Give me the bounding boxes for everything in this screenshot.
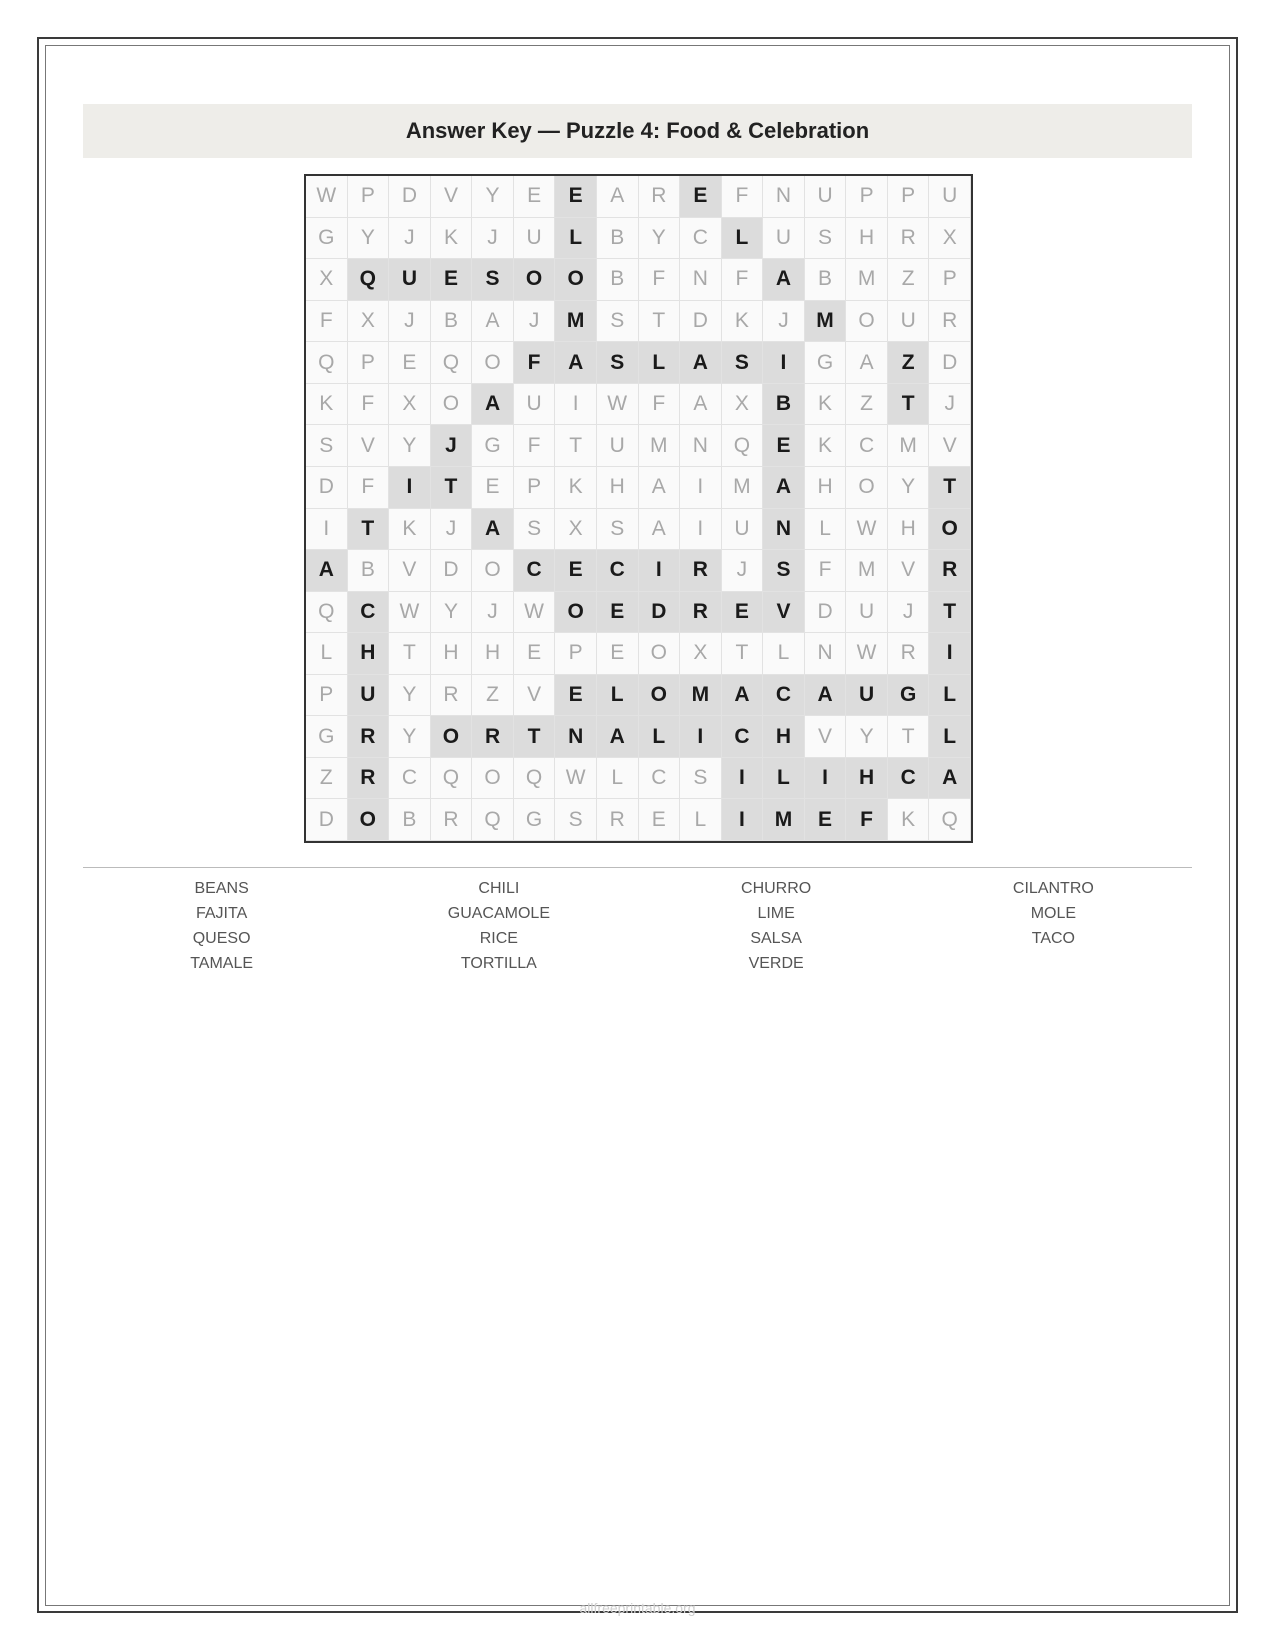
grid-cell: I <box>763 342 805 384</box>
grid-cell: U <box>389 259 431 301</box>
grid-cell: K <box>555 467 597 509</box>
grid-cell: E <box>597 592 639 634</box>
grid-cell: H <box>348 633 390 675</box>
grid-cell: L <box>763 633 805 675</box>
grid-cell: D <box>306 799 348 841</box>
grid-cell: F <box>514 425 556 467</box>
grid-cell: L <box>639 716 681 758</box>
grid-cell: Q <box>472 799 514 841</box>
grid-cell: B <box>389 799 431 841</box>
grid-cell: T <box>431 467 473 509</box>
grid-cell: L <box>763 758 805 800</box>
grid-cell: T <box>929 592 971 634</box>
grid-cell: O <box>639 633 681 675</box>
grid-cell: R <box>929 301 971 343</box>
grid-cell: V <box>929 425 971 467</box>
grid-cell: F <box>722 259 764 301</box>
grid-cell: L <box>805 509 847 551</box>
word-list-item: MOLE <box>1030 905 1077 922</box>
grid-cell: I <box>929 633 971 675</box>
grid-cell: S <box>597 301 639 343</box>
grid-cell: P <box>348 342 390 384</box>
grid-cell: R <box>929 550 971 592</box>
word-list-item: BEANS <box>194 880 249 897</box>
grid-cell: O <box>472 342 514 384</box>
word-list-item: CHILI <box>478 880 520 897</box>
grid-cell: E <box>514 633 556 675</box>
word-list-item: TACO <box>1031 930 1075 947</box>
grid-cell: U <box>722 509 764 551</box>
grid-cell: O <box>431 384 473 426</box>
grid-cell: X <box>555 509 597 551</box>
grid-cell: L <box>639 342 681 384</box>
grid-cell: S <box>680 758 722 800</box>
grid-cell: L <box>597 675 639 717</box>
grid-cell: O <box>639 675 681 717</box>
grid-cell: A <box>472 301 514 343</box>
grid-cell: T <box>389 633 431 675</box>
grid-cell: O <box>555 259 597 301</box>
grid-cell: N <box>763 509 805 551</box>
grid-cell: Q <box>348 259 390 301</box>
grid-cell: C <box>680 218 722 260</box>
grid-cell: K <box>306 384 348 426</box>
grid-cell: Z <box>306 758 348 800</box>
grid-cell: A <box>805 675 847 717</box>
word-list-item: CHURRO <box>741 880 812 897</box>
grid-cell: C <box>888 758 930 800</box>
grid-cell: I <box>680 716 722 758</box>
grid-cell: F <box>722 176 764 218</box>
grid-cell: L <box>597 758 639 800</box>
grid-cell: K <box>805 384 847 426</box>
grid-cell: F <box>348 384 390 426</box>
grid-cell: E <box>514 176 556 218</box>
grid-cell: A <box>680 384 722 426</box>
grid-cell: Y <box>888 467 930 509</box>
grid-cell: G <box>472 425 514 467</box>
grid-cell: S <box>514 509 556 551</box>
grid-cell: S <box>555 799 597 841</box>
grid-cell: L <box>680 799 722 841</box>
grid-cell: D <box>929 342 971 384</box>
grid-cell: I <box>805 758 847 800</box>
grid-cell: J <box>389 301 431 343</box>
grid-cell: Y <box>431 592 473 634</box>
grid-cell: A <box>555 342 597 384</box>
grid-cell: J <box>389 218 431 260</box>
footer-watermark: allfreeprintable.org <box>579 1600 696 1616</box>
grid-cell: R <box>888 633 930 675</box>
grid-cell: P <box>348 176 390 218</box>
grid-cell: E <box>555 675 597 717</box>
grid-cell: D <box>639 592 681 634</box>
grid-cell: Y <box>846 716 888 758</box>
grid-cell: K <box>431 218 473 260</box>
grid-cell: Q <box>306 592 348 634</box>
grid-cell: F <box>639 384 681 426</box>
grid-cell: H <box>431 633 473 675</box>
grid-cell: N <box>763 176 805 218</box>
grid-cell: T <box>888 384 930 426</box>
grid-cell: V <box>431 176 473 218</box>
grid-cell: C <box>846 425 888 467</box>
grid-cell: Q <box>514 758 556 800</box>
grid-cell: R <box>888 218 930 260</box>
grid-cell: Y <box>639 218 681 260</box>
grid-cell: N <box>555 716 597 758</box>
grid-cell: A <box>639 509 681 551</box>
grid-cell: A <box>472 509 514 551</box>
grid-cell: A <box>929 758 971 800</box>
grid-cell: X <box>680 633 722 675</box>
grid-cell: C <box>763 675 805 717</box>
grid-cell: F <box>639 259 681 301</box>
grid-cell: U <box>888 301 930 343</box>
grid-cell: Q <box>431 758 473 800</box>
grid-cell: L <box>929 716 971 758</box>
grid-cell: X <box>929 218 971 260</box>
grid-cell: U <box>846 592 888 634</box>
grid-cell: V <box>348 425 390 467</box>
grid-cell: H <box>846 758 888 800</box>
grid-cell: L <box>555 218 597 260</box>
grid-cell: W <box>597 384 639 426</box>
grid-cell: Z <box>472 675 514 717</box>
grid-cell: O <box>929 509 971 551</box>
grid-cell: B <box>431 301 473 343</box>
grid-cell: Q <box>431 342 473 384</box>
grid-cell: L <box>306 633 348 675</box>
word-list-item: RICE <box>479 930 518 947</box>
grid-cell: N <box>680 259 722 301</box>
grid-cell: H <box>805 467 847 509</box>
grid-cell: M <box>639 425 681 467</box>
grid-cell: Z <box>888 259 930 301</box>
grid-cell: K <box>722 301 764 343</box>
grid-cell: I <box>306 509 348 551</box>
grid-cell: R <box>348 716 390 758</box>
grid-cell: S <box>597 342 639 384</box>
grid-cell: T <box>555 425 597 467</box>
grid-cell: E <box>763 425 805 467</box>
grid-cell: H <box>597 467 639 509</box>
grid-cell: G <box>306 716 348 758</box>
grid-cell: F <box>846 799 888 841</box>
grid-cell: X <box>348 301 390 343</box>
page-title: Answer Key — Puzzle 4: Food & Celebration <box>405 118 870 143</box>
grid-cell: Y <box>389 675 431 717</box>
grid-cell: V <box>389 550 431 592</box>
grid-cell: A <box>306 550 348 592</box>
grid-cell: U <box>597 425 639 467</box>
grid-cell: U <box>805 176 847 218</box>
grid-cell: R <box>472 716 514 758</box>
grid-cell: E <box>431 259 473 301</box>
grid-cell: R <box>597 799 639 841</box>
grid-cell: H <box>888 509 930 551</box>
grid-cell: F <box>306 301 348 343</box>
grid-cell: I <box>722 758 764 800</box>
grid-cell: S <box>722 342 764 384</box>
grid-cell: Z <box>888 342 930 384</box>
grid-cell: W <box>846 633 888 675</box>
grid-cell: H <box>763 716 805 758</box>
grid-cell: U <box>514 218 556 260</box>
grid-cell: V <box>888 550 930 592</box>
grid-cell: A <box>472 384 514 426</box>
title-bar <box>83 104 1192 158</box>
grid-cell: T <box>929 467 971 509</box>
grid-cell: X <box>389 384 431 426</box>
grid-cell: C <box>348 592 390 634</box>
grid-cell: D <box>431 550 473 592</box>
grid-cell: E <box>389 342 431 384</box>
grid-cell: Y <box>348 218 390 260</box>
grid-cell: Q <box>722 425 764 467</box>
grid-cell: V <box>763 592 805 634</box>
grid-cell: G <box>306 218 348 260</box>
grid-cell: T <box>639 301 681 343</box>
grid-cell: M <box>722 467 764 509</box>
grid-cell: S <box>805 218 847 260</box>
grid-cell: U <box>929 176 971 218</box>
grid-cell: B <box>597 259 639 301</box>
grid-cell: T <box>514 716 556 758</box>
grid-cell: A <box>763 467 805 509</box>
grid-cell: A <box>763 259 805 301</box>
grid-cell: Y <box>389 716 431 758</box>
grid-cell: P <box>555 633 597 675</box>
grid-cell: G <box>805 342 847 384</box>
grid-cell: D <box>389 176 431 218</box>
grid-cell: J <box>472 218 514 260</box>
grid-cell: G <box>514 799 556 841</box>
word-list-item: SALSA <box>750 930 802 947</box>
grid-cell: R <box>639 176 681 218</box>
word-list <box>83 878 1192 975</box>
grid-cell: S <box>763 550 805 592</box>
grid-cell: V <box>514 675 556 717</box>
grid-cell: R <box>431 675 473 717</box>
grid-cell: J <box>431 509 473 551</box>
word-list-item: TORTILLA <box>460 955 537 972</box>
grid-cell: J <box>888 592 930 634</box>
grid-cell: S <box>306 425 348 467</box>
grid-cell: D <box>680 301 722 343</box>
grid-cell: F <box>805 550 847 592</box>
grid-cell: U <box>763 218 805 260</box>
grid-cell: C <box>597 550 639 592</box>
grid-cell: O <box>472 758 514 800</box>
word-list-item: QUESO <box>192 930 251 947</box>
grid-cell: B <box>597 218 639 260</box>
grid-cell: L <box>722 218 764 260</box>
grid-cell: M <box>555 301 597 343</box>
grid-cell: P <box>514 467 556 509</box>
grid-cell: R <box>348 758 390 800</box>
grid-cell: B <box>763 384 805 426</box>
grid-cell: E <box>472 467 514 509</box>
grid-cell: E <box>805 799 847 841</box>
grid-cell: Y <box>389 425 431 467</box>
grid-cell: O <box>472 550 514 592</box>
word-list-item: VERDE <box>748 955 804 972</box>
grid-cell: X <box>306 259 348 301</box>
grid-cell: N <box>805 633 847 675</box>
grid-cell: T <box>888 716 930 758</box>
grid-cell: I <box>722 799 764 841</box>
word-list-item: CILANTRO <box>1012 880 1094 897</box>
grid-cell: E <box>722 592 764 634</box>
grid-cell: M <box>805 301 847 343</box>
grid-cell: C <box>722 716 764 758</box>
grid-cell: O <box>514 259 556 301</box>
grid-cell: A <box>597 176 639 218</box>
grid-cell: I <box>680 509 722 551</box>
grid-cell: N <box>680 425 722 467</box>
grid-cell: M <box>680 675 722 717</box>
grid-cell: O <box>348 799 390 841</box>
grid-cell: C <box>639 758 681 800</box>
grid-cell: L <box>929 675 971 717</box>
grid-cell: H <box>472 633 514 675</box>
grid-cell: J <box>722 550 764 592</box>
grid-cell: J <box>472 592 514 634</box>
grid-cell: K <box>389 509 431 551</box>
grid-cell: P <box>306 675 348 717</box>
grid-cell: P <box>929 259 971 301</box>
grid-cell: Y <box>472 176 514 218</box>
word-list-item: FAJITA <box>195 905 248 922</box>
grid-cell: U <box>348 675 390 717</box>
grid-cell: O <box>846 301 888 343</box>
grid-cell: K <box>888 799 930 841</box>
grid-cell: U <box>846 675 888 717</box>
grid-cell: S <box>597 509 639 551</box>
grid-cell: B <box>805 259 847 301</box>
divider <box>83 867 1192 868</box>
grid-cell: O <box>555 592 597 634</box>
grid-cell: R <box>680 550 722 592</box>
grid-cell: A <box>639 467 681 509</box>
grid-cell: M <box>846 259 888 301</box>
grid-cell: F <box>514 342 556 384</box>
word-list-item: GUACAMOLE <box>447 905 550 922</box>
grid-cell: Q <box>306 342 348 384</box>
word-search-grid <box>304 174 973 843</box>
grid-cell: J <box>431 425 473 467</box>
grid-cell: E <box>639 799 681 841</box>
word-list-item: TAMALE <box>190 955 254 972</box>
word-list-item: LIME <box>757 905 795 922</box>
grid-cell: O <box>431 716 473 758</box>
grid-cell: W <box>306 176 348 218</box>
grid-cell: E <box>555 550 597 592</box>
grid-cell: T <box>348 509 390 551</box>
grid-cell: P <box>888 176 930 218</box>
grid-cell: X <box>722 384 764 426</box>
grid-cell: E <box>597 633 639 675</box>
grid-cell: I <box>389 467 431 509</box>
grid-cell: M <box>888 425 930 467</box>
grid-cell: Q <box>929 799 971 841</box>
grid-cell: W <box>555 758 597 800</box>
grid-cell: A <box>597 716 639 758</box>
grid-cell: I <box>555 384 597 426</box>
grid-cell: V <box>805 716 847 758</box>
grid-cell: G <box>888 675 930 717</box>
grid-cell: R <box>431 799 473 841</box>
grid-cell: B <box>348 550 390 592</box>
grid-cell: Z <box>846 384 888 426</box>
grid-cell: A <box>846 342 888 384</box>
grid-cell: I <box>680 467 722 509</box>
grid-cell: K <box>805 425 847 467</box>
grid-cell: E <box>680 176 722 218</box>
grid-cell: W <box>389 592 431 634</box>
grid-cell: M <box>846 550 888 592</box>
grid-cell: M <box>763 799 805 841</box>
grid-cell: S <box>472 259 514 301</box>
grid-cell: W <box>514 592 556 634</box>
grid-cell: A <box>722 675 764 717</box>
grid-cell: E <box>555 176 597 218</box>
grid-cell: P <box>846 176 888 218</box>
grid-cell: J <box>929 384 971 426</box>
grid-cell: H <box>846 218 888 260</box>
grid-cell: T <box>722 633 764 675</box>
grid-cell: D <box>805 592 847 634</box>
grid-cell: O <box>846 467 888 509</box>
grid-cell: U <box>514 384 556 426</box>
grid-cell: D <box>306 467 348 509</box>
grid-cell: C <box>389 758 431 800</box>
grid-cell: A <box>680 342 722 384</box>
grid-cell: J <box>763 301 805 343</box>
grid-cell: J <box>514 301 556 343</box>
grid-cell: C <box>514 550 556 592</box>
grid-cell: R <box>680 592 722 634</box>
grid-cell: I <box>639 550 681 592</box>
grid-cell: F <box>348 467 390 509</box>
grid-cell: W <box>846 509 888 551</box>
